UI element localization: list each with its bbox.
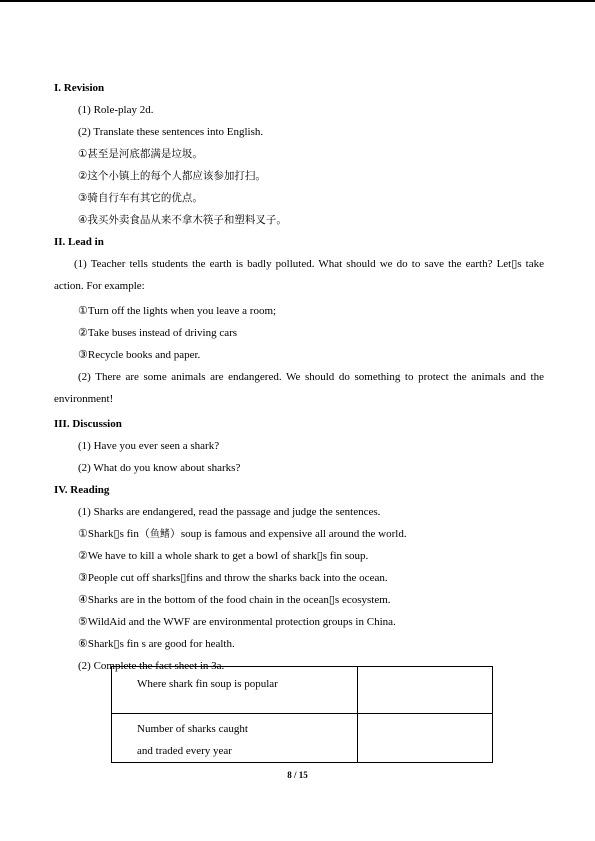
judge-sentence-1-chinese: 鱼鳍 bbox=[149, 529, 170, 540]
fact-sheet-row bbox=[112, 667, 493, 714]
discussion-item-1: (1) Have you ever seen a shark? bbox=[78, 440, 220, 452]
judge-sentence-5: ⑤WildAid and the WWF are environmental protection groups in China. bbox=[78, 616, 396, 628]
fact-sheet-label-line-2: and traded every year bbox=[137, 745, 232, 757]
fact-sheet-table bbox=[111, 666, 493, 763]
fact-sheet-answer-number[interactable] bbox=[358, 714, 493, 763]
example-item-3: ③Recycle books and paper. bbox=[78, 349, 201, 361]
translate-sentence-3: ③骑自行车有其它的优点。 bbox=[78, 192, 203, 204]
fact-sheet-label-number bbox=[112, 714, 358, 763]
top-rule bbox=[0, 0, 595, 2]
section-heading-discussion: III. Discussion bbox=[54, 418, 122, 430]
revision-item-1: (1) Role-play 2d. bbox=[78, 104, 154, 116]
judge-sentence-1-start: ①Shark▯s fin（ bbox=[78, 528, 150, 540]
fact-sheet-label-text: Where shark fin soup is popular bbox=[137, 678, 278, 690]
fact-sheet-row bbox=[112, 714, 493, 763]
judge-sentence-1 bbox=[54, 526, 544, 548]
judge-sentence-1-end: ）soup is famous and expensive all around the world. bbox=[169, 528, 407, 540]
section-heading-revision: I. Revision bbox=[54, 82, 105, 94]
judge-sentence-6: ⑥Shark▯s fin s are good for health. bbox=[78, 638, 235, 650]
judge-sentence-4: ④Sharks are in the bottom of the food chain in the ocean▯s ecosystem. bbox=[78, 594, 391, 606]
lead-in-paragraph-1: (1) Teacher tells students the earth is badly polluted. What should we do to save the earth? Let▯s take action. For example: bbox=[54, 258, 544, 292]
document-body bbox=[54, 80, 544, 680]
reading-item-2: (2) Complete the fact sheet in 3a. bbox=[78, 660, 225, 672]
translate-sentence-2: ②这个小镇上的每个人都应该参加打扫。 bbox=[78, 170, 266, 182]
section-heading-lead-in: II. Lead in bbox=[54, 236, 104, 248]
fact-sheet-label-popular bbox=[112, 667, 358, 714]
reading-item-1: (1) Sharks are endangered, read the passage and judge the sentences. bbox=[78, 506, 381, 518]
judge-sentence-3: ③People cut off sharks▯fins and throw the sharks back into the ocean. bbox=[78, 572, 388, 584]
judge-sentence-2: ②We have to kill a whole shark to get a bowl of shark▯s fin soup. bbox=[78, 550, 369, 562]
example-item-1: ①Turn off the lights when you leave a room; bbox=[78, 305, 277, 317]
fact-sheet-label-line-1: Number of sharks caught bbox=[137, 723, 248, 735]
fact-sheet-answer-popular[interactable] bbox=[358, 667, 493, 714]
revision-item-2: (2) Translate these sentences into English. bbox=[78, 126, 264, 138]
translate-sentence-1: ①甚至是河底都满是垃圾。 bbox=[78, 148, 203, 160]
section-heading-reading: IV. Reading bbox=[54, 484, 110, 496]
lead-in-paragraph-2: (2) There are some animals are endangered. We should do something to protect the animals and the environment! bbox=[54, 371, 544, 405]
discussion-item-2: (2) What do you know about sharks? bbox=[78, 462, 241, 474]
page-number: 8 / 15 bbox=[287, 770, 308, 780]
example-item-2: ②Take buses instead of driving cars bbox=[78, 327, 238, 339]
translate-sentence-4: ④我买外卖食品从来不拿木筷子和塑料叉子。 bbox=[78, 214, 287, 226]
